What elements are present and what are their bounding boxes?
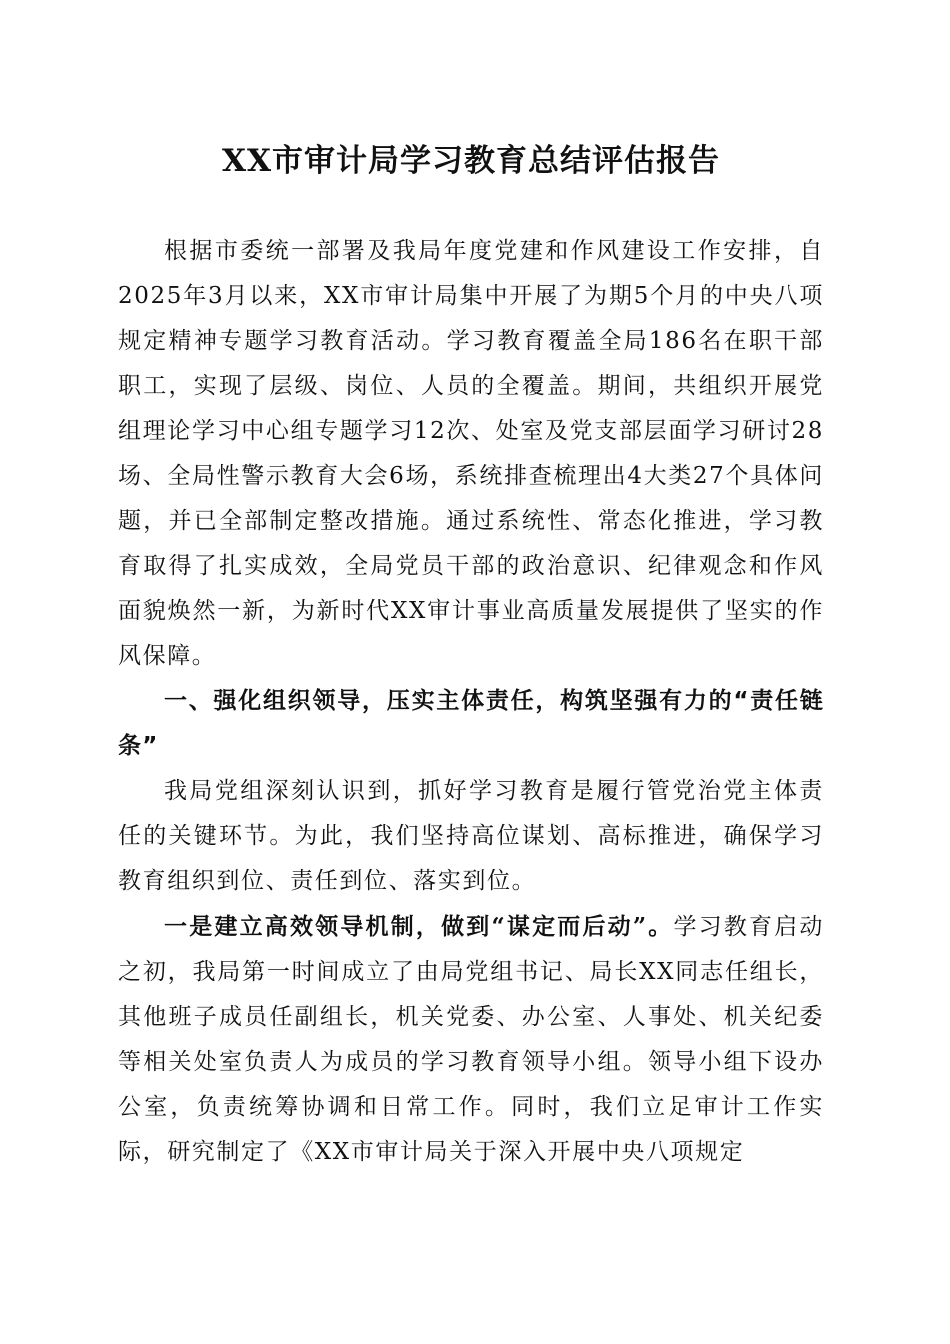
intro-paragraph: 根据市委统一部署及我局年度党建和作风建设工作安排，自2025年3月以来，XX市审计局集中开展了为期5个月的中央八项规定精神专题学习教育活动。学习教育覆盖全局186名在职干部职工，实现了层级、岗位、人员的全覆盖。期间，共组织开展党组理论学习中心组专题学习12次、处室及党支部层面学习研讨28场、全局性警示教育大会6场，系统排查梳理出4大类27个具体问题，并已全部制定整改措施。通过系统性、常态化推进，学习教育取得了扎实成效，全局党员干部的政治意识、纪律观念和作风面貌焕然一新，为新时代XX审计事业高质量发展提供了坚实的作风保障。 bbox=[118, 238, 824, 669]
item-1-text: 学习教育启动之初，我局第一时间成立了由局党组书记、局长XX同志任组长，其他班子成员任副组长，机关党委、办公室、人事处、机关纪委等相关处室负责人为成员的学习教育领导小组。领导小组下设办公室，负责统筹协调和日常工作。同时，我们立足审计工作实际，研究制定了《XX市审计局关于深入开展中央八项规定 bbox=[118, 914, 825, 1165]
section-1-paragraph: 我局党组深刻认识到，抓好学习教育是履行管党治党主体责任的关键环节。为此，我们坚持高位谋划、高标推进，确保学习教育组织到位、责任到位、落实到位。 bbox=[118, 778, 824, 894]
item-1-lead: 一是建立高效领导机制，做到“谋定而后动”。 bbox=[164, 913, 674, 940]
section-1-item-1 bbox=[118, 904, 824, 1175]
document-body bbox=[118, 229, 824, 1175]
document-title: XX市审计局学习教育总结评估报告 bbox=[221, 143, 721, 179]
section-heading-1: 一、强化组织领导，压实主体责任，构筑坚强有力的“责任链条” bbox=[118, 688, 824, 759]
